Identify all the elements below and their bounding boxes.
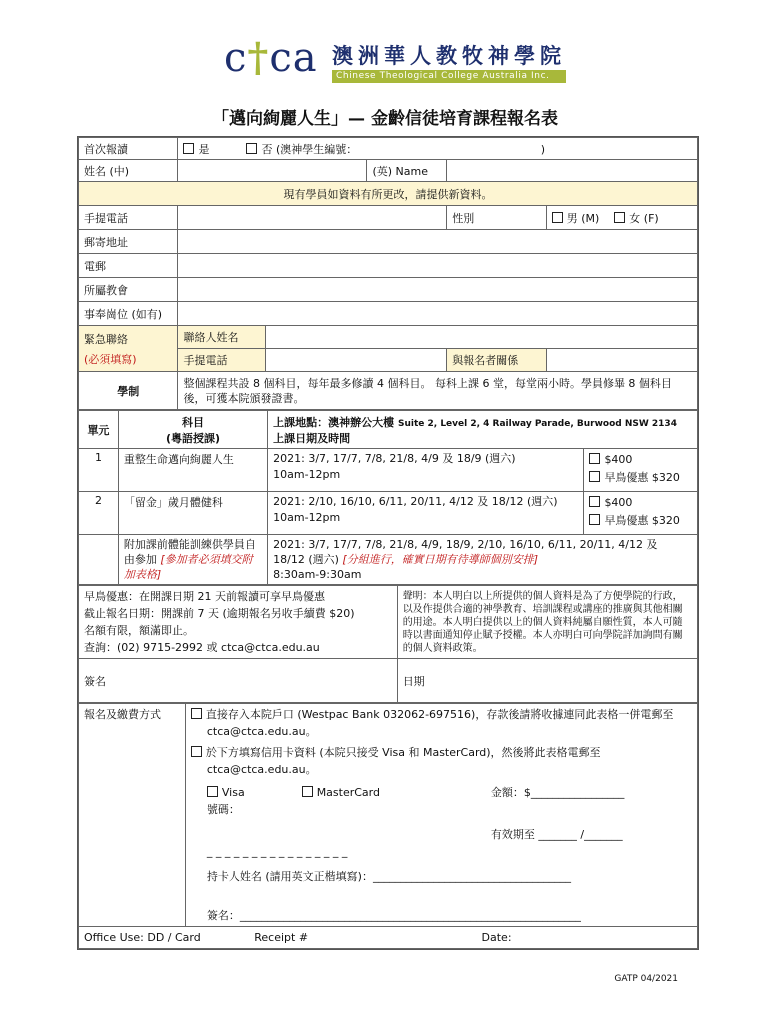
early-checkbox-1[interactable] [589,471,600,482]
ministry-field[interactable] [178,302,698,326]
course-row-2 [79,492,698,535]
female-label: 女 (F) [629,211,659,225]
extra-subject: 附加課前體能訓練供學員自由參加 [參加者必須填交附加表格] [118,535,267,585]
info-block: 早鳥優惠：在開課日期 21 天前報讀可享早鳥優惠 截止報名日期：開課前 7 天 (逾期報名另收手續費 $20) 名額有限，額滿即止。 查詢：(02) 9715-2992 或 ctca@ctca.edu.au [79,586,398,659]
subject-1: 重整生命邁向絢麗人生 [118,449,267,492]
church-row [79,278,698,302]
subject-header: 科目 (粵語授課) [118,411,267,449]
card-number-field[interactable]: _ _ _ _ _ _ _ _ _ _ _ _ _ _ _ _ [206,845,348,858]
contact-phone-label: 手提電話 [178,349,266,372]
notice: 現有學員如資料有所更改，請提供新資料。 [79,182,698,206]
amount-field[interactable]: 金額：$_________________ [490,786,625,799]
church-field[interactable] [178,278,698,302]
emergency-row-1 [79,326,698,349]
address-field[interactable] [178,230,698,254]
phone-label: 手提電話 [79,206,178,230]
extra-schedule: 2021: 3/7, 17/7, 7/8, 21/8, 4/9, 18/9, 2/10, 16/10, 6/11, 20/11, 4/12 及 18/12 (週六) [分組進行，確實日期有待導師個別安排] 8:30am-9:30am [268,535,698,585]
course-header-row [79,411,698,449]
system-row [79,372,698,410]
name-cn-field[interactable] [178,160,367,182]
card-signature-field[interactable]: 簽名：______________________________________________________________ [206,909,581,922]
office-row [79,927,698,949]
yes-label: 是 [198,142,210,156]
phone-field[interactable] [178,206,447,230]
office-use: Office Use: DD / Card Receipt # Date: [79,927,698,949]
registration-form [77,136,699,950]
info-row [79,586,698,659]
sign-field[interactable]: 簽名 [79,659,398,703]
first-enrol-label: 首次報讀 [79,138,178,160]
ministry-row [79,302,698,326]
payment-row [79,704,698,927]
name-en-field[interactable] [447,160,698,182]
bank-transfer-checkbox[interactable] [191,708,202,719]
schedule-1: 2021: 3/7, 17/7, 7/8, 21/8, 4/9 及 18/9 (週六) 10am-12pm [268,449,584,492]
extra-row [79,535,698,585]
logo [224,36,564,88]
email-row [79,254,698,278]
credit-card-checkbox[interactable] [191,746,202,757]
course-row-1 [79,449,698,492]
contact-name-label: 聯絡人姓名 [178,326,266,349]
fee-2: $400 早鳥優惠 $320 [584,492,698,535]
visa-checkbox[interactable] [207,786,218,797]
email-field[interactable] [178,254,698,278]
contact-name-field[interactable] [266,326,698,349]
holder-field[interactable]: 持卡人姓名 (請用英文正楷填寫)：____________________________________ [206,870,571,883]
schedule-2: 2021: 2/10, 16/10, 6/11, 20/11, 4/12 及 18/12 (週六) 10am-12pm [268,492,584,535]
payment-label: 報名及繳費方式 [79,704,186,927]
first-enrol-row: 首次報讀 是 否 (澳神學生編號： ) [79,138,698,160]
male-label: 男 (M) [566,211,600,225]
unit-2: 2 [79,492,119,535]
unit-header: 單元 [79,411,119,449]
early-checkbox-2[interactable] [589,514,600,525]
relation-field[interactable] [546,349,697,372]
sign-row [79,659,698,703]
form-code: GATP 04/2021 [614,974,678,984]
notice-row [79,182,698,206]
emergency-label: 緊急聯絡 (必須填寫) [79,326,178,372]
page-title: 「邁向絢麗人生」— 金齡信徒培育課程報名表 [212,109,558,129]
name-en-label: (英) Name [367,160,447,182]
no-label: 否 (澳神學生編號： [261,142,358,156]
card-number-label: 號碼： [206,803,240,816]
address-label: 郵寄地址 [79,230,178,254]
address-row [79,230,698,254]
required-note: (必須填寫) [84,352,137,366]
subject-2: 「留金」歲月體健科 [118,492,267,535]
system-text: 整個課程共設 8 個科目，每年最多修讀 4 個科目。 每科上課 6 堂，每堂兩小時。學員修畢 8 個科目後，可獲本院頒發證書。 [178,372,698,410]
church-label: 所屬教會 [79,278,178,302]
fee-checkbox-2[interactable] [589,496,600,507]
female-checkbox[interactable] [614,212,625,223]
relation-label: 與報名者關係 [447,349,547,372]
declaration: 聲明：本人明白以上所提供的個人資料是為了方便學院的行政，以及作提供合適的神學教育、培訓課程或講座的推廣與其他相關的用途。本人明白提供以上的個人資料純屬自願性質，本人可隨時以書面通知停止賦予授權。本人亦明白可向學院詳加詢問有關的個人資料政策。 [397,586,697,659]
no-checkbox[interactable] [246,143,257,154]
fee-1: $400 早鳥優惠 $320 [584,449,698,492]
gender-label: 性別 [447,206,547,230]
fee-checkbox-1[interactable] [589,453,600,464]
expiry-field[interactable]: 有效期至 _______ /_______ [490,828,623,841]
unit-1: 1 [79,449,119,492]
ministry-label: 事奉崗位 (如有) [79,302,178,326]
name-row [79,160,698,182]
system-label: 學制 [79,372,178,410]
name-cn-label: 姓名 (中) [79,160,178,182]
contact-phone-field[interactable] [266,349,447,372]
date-field[interactable]: 日期 [397,659,697,703]
phone-row [79,206,698,230]
male-checkbox[interactable] [552,212,563,223]
logo-chinese-name: 澳洲華人教牧神學院 [332,44,566,68]
venue-header: 上課地點：澳神辦公大樓 Suite 2, Level 2, 4 Railway Parade, Burwood NSW 2134 上課日期及時間 [268,411,698,449]
payment-options: 直接存入本院戶口 (Westpac Bank 032062-697516)，存款後請將收據連同此表格一併電郵至 ctca@ctca.edu.au。 於下方填寫信用卡資料 (本院只接受 Visa 和 MasterCard)，然後將此表格電郵至 ctca@ctca.edu.au。 Visa MasterCard 金額：$_________________ 號碼： 有效期至 _______ /_______ _ _ _ _ _ _ _ _ _ _ _ _ _ _ _ _ 持卡人姓名 (請用英文正楷填寫)：____________________________________ 簽名：______________________________________________________________ [185,704,697,927]
email-label: 電郵 [79,254,178,278]
logo-english-name: Chinese Theological College Australia Inc. [332,70,566,83]
logo-mark: c†ca [224,34,318,81]
yes-checkbox[interactable] [183,143,194,154]
mastercard-checkbox[interactable] [302,786,313,797]
